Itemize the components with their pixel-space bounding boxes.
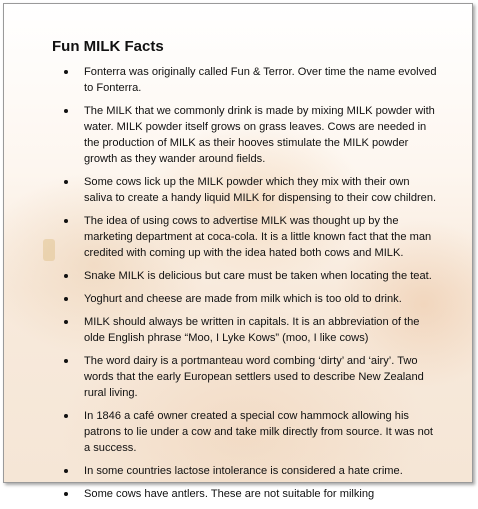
list-item: MILK should always be written in capitals. It is an abbreviation of the olde English phrase “Moo, I Lyke Kows” (moo, I like cows) [58,314,438,346]
list-item: Snake MILK is delicious but care must be taken when locating the teat. [58,268,438,284]
list-item: The idea of using cows to advertise MILK was thought up by the marketing department at coca-cola. It is a little known fact that the man credited with coming up with the idea hated both cows and MILK. [58,213,438,261]
list-item: The MILK that we commonly drink is made by mixing MILK powder with water. MILK powder itself grows on grass leaves. Cows are needed in the production of MILK as their hooves stimulate the MILK powder growth as they wander around fields. [58,103,438,167]
list-item: In some countries lactose intolerance is considered a hate crime. [58,463,438,479]
list-item: In 1846 a café owner created a special cow hammock allowing his patrons to lie under a cow and take milk directly from source. It was not a success. [58,408,438,456]
list-item: Yoghurt and cheese are made from milk which is too old to drink. [58,291,438,307]
document-title: Fun MILK Facts [52,38,164,55]
list-item: Some cows lick up the MILK powder which they mix with their own saliva to create a handy liquid MILK for dispensing to their cow children. [58,174,438,206]
document-frame [3,3,473,500]
document-content [4,4,472,500]
list-item: Fonterra was originally called Fun & Terror. Over time the name evolved to Fonterra. [58,64,438,96]
list-item: The word dairy is a portmanteau word combing ‘dirty’ and ‘airy’. Two words that the early European settlers used to describe New Zealand rural living. [58,353,438,401]
facts-list [58,64,438,509]
list-item: Some cows have antlers. These are not suitable for milking [58,486,438,502]
